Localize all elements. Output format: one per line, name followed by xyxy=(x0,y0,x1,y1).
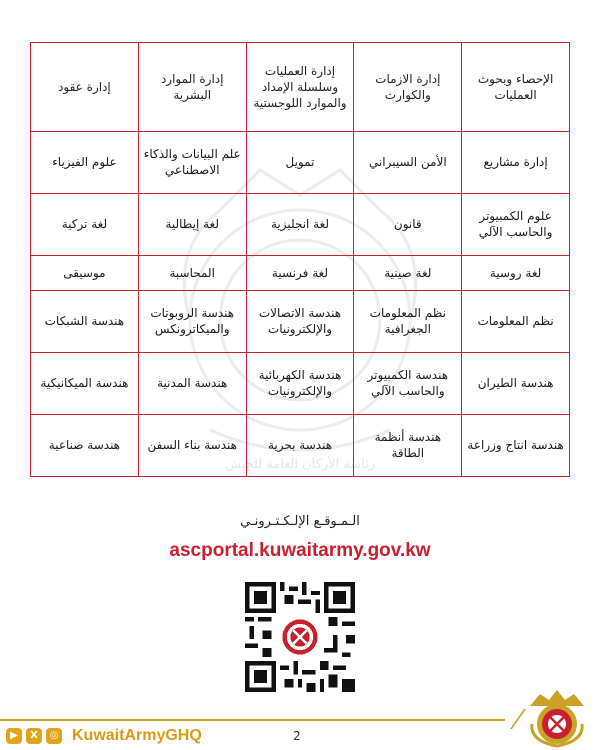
table-cell: لغة إيطالية xyxy=(138,193,246,255)
table-cell: الأمن السيبراني xyxy=(354,131,462,193)
table-row xyxy=(31,43,570,132)
table-cell: هندسة الكمبيوتر والحاسب الآلي xyxy=(354,352,462,414)
table-cell: هندسة انتاج وزراعة xyxy=(462,414,570,476)
table-cell: لغة روسية xyxy=(462,255,570,290)
website-label: الـمـوقـع الإلـكـتـرونـي xyxy=(240,514,360,529)
table-cell: علم البيانات والذكاء الاصطناعي xyxy=(138,131,246,193)
table-row xyxy=(31,193,570,255)
table-row xyxy=(31,255,570,290)
table-cell: نظم المعلومات الجغرافية xyxy=(354,290,462,352)
table-cell: هندسة المدنية xyxy=(138,352,246,414)
table-cell: هندسة بحرية xyxy=(246,414,354,476)
table-row xyxy=(31,352,570,414)
table-cell: هندسة بناء السفن xyxy=(138,414,246,476)
watermark-text: رئاسة الأركان العامة للجيش xyxy=(224,457,376,472)
social-handle[interactable]: KuwaitArmyGHQ xyxy=(72,727,202,744)
table-cell: المحاسبة xyxy=(138,255,246,290)
table-cell: لغة تركية xyxy=(31,193,139,255)
table-cell: إدارة الموارد البشرية xyxy=(138,43,246,132)
table-cell: هندسة الطيران xyxy=(462,352,570,414)
table-cell: لغة فرنسية xyxy=(246,255,354,290)
army-emblem-logo xyxy=(522,686,592,748)
table-cell: إدارة العمليات وسلسلة الإمداد والموارد اللوجستية xyxy=(246,43,354,132)
table-cell: هندسة الميكانيكية xyxy=(31,352,139,414)
table-cell: هندسة الشبكات xyxy=(31,290,139,352)
table-row xyxy=(31,290,570,352)
youtube-icon[interactable]: ▶ xyxy=(6,728,22,744)
table-cell: قانون xyxy=(354,193,462,255)
table-row xyxy=(31,414,570,476)
table-cell: نظم المعلومات xyxy=(462,290,570,352)
table-cell: هندسة صناعية xyxy=(31,414,139,476)
specializations-table xyxy=(30,42,570,477)
table-cell: موسيقى xyxy=(31,255,139,290)
table-cell: هندسة الاتصالات والإلكترونيات xyxy=(246,290,354,352)
instagram-icon[interactable]: ◎ xyxy=(46,728,62,744)
table-cell: هندسة الروبوتات والميكاترونكس xyxy=(138,290,246,352)
table-cell: إدارة مشاريع xyxy=(462,131,570,193)
qr-code[interactable] xyxy=(245,582,355,692)
table-cell: إدارة عقود xyxy=(31,43,139,132)
table-cell: لغة صينية xyxy=(354,255,462,290)
table-cell: هندسة أنظمة الطاقة xyxy=(354,414,462,476)
table-cell: علوم الفيزياء xyxy=(31,131,139,193)
table-cell: الإحصاء وبحوث العمليات xyxy=(462,43,570,132)
table-cell: هندسة الكهربائية والإلكترونيات xyxy=(246,352,354,414)
table-cell: علوم الكمبيوتر والحاسب الآلي xyxy=(462,193,570,255)
footer-divider xyxy=(0,719,505,721)
table-row xyxy=(31,131,570,193)
x-icon[interactable]: X xyxy=(26,728,42,744)
social-links xyxy=(6,726,202,746)
table-cell: لغة انجليزية xyxy=(246,193,354,255)
website-url[interactable]: ascportal.kuwaitarmy.gov.kw xyxy=(169,540,431,561)
table-cell: تمويل xyxy=(246,131,354,193)
page-number: 2 xyxy=(293,729,301,743)
table-cell: إدارة الازمات والكوارث xyxy=(354,43,462,132)
